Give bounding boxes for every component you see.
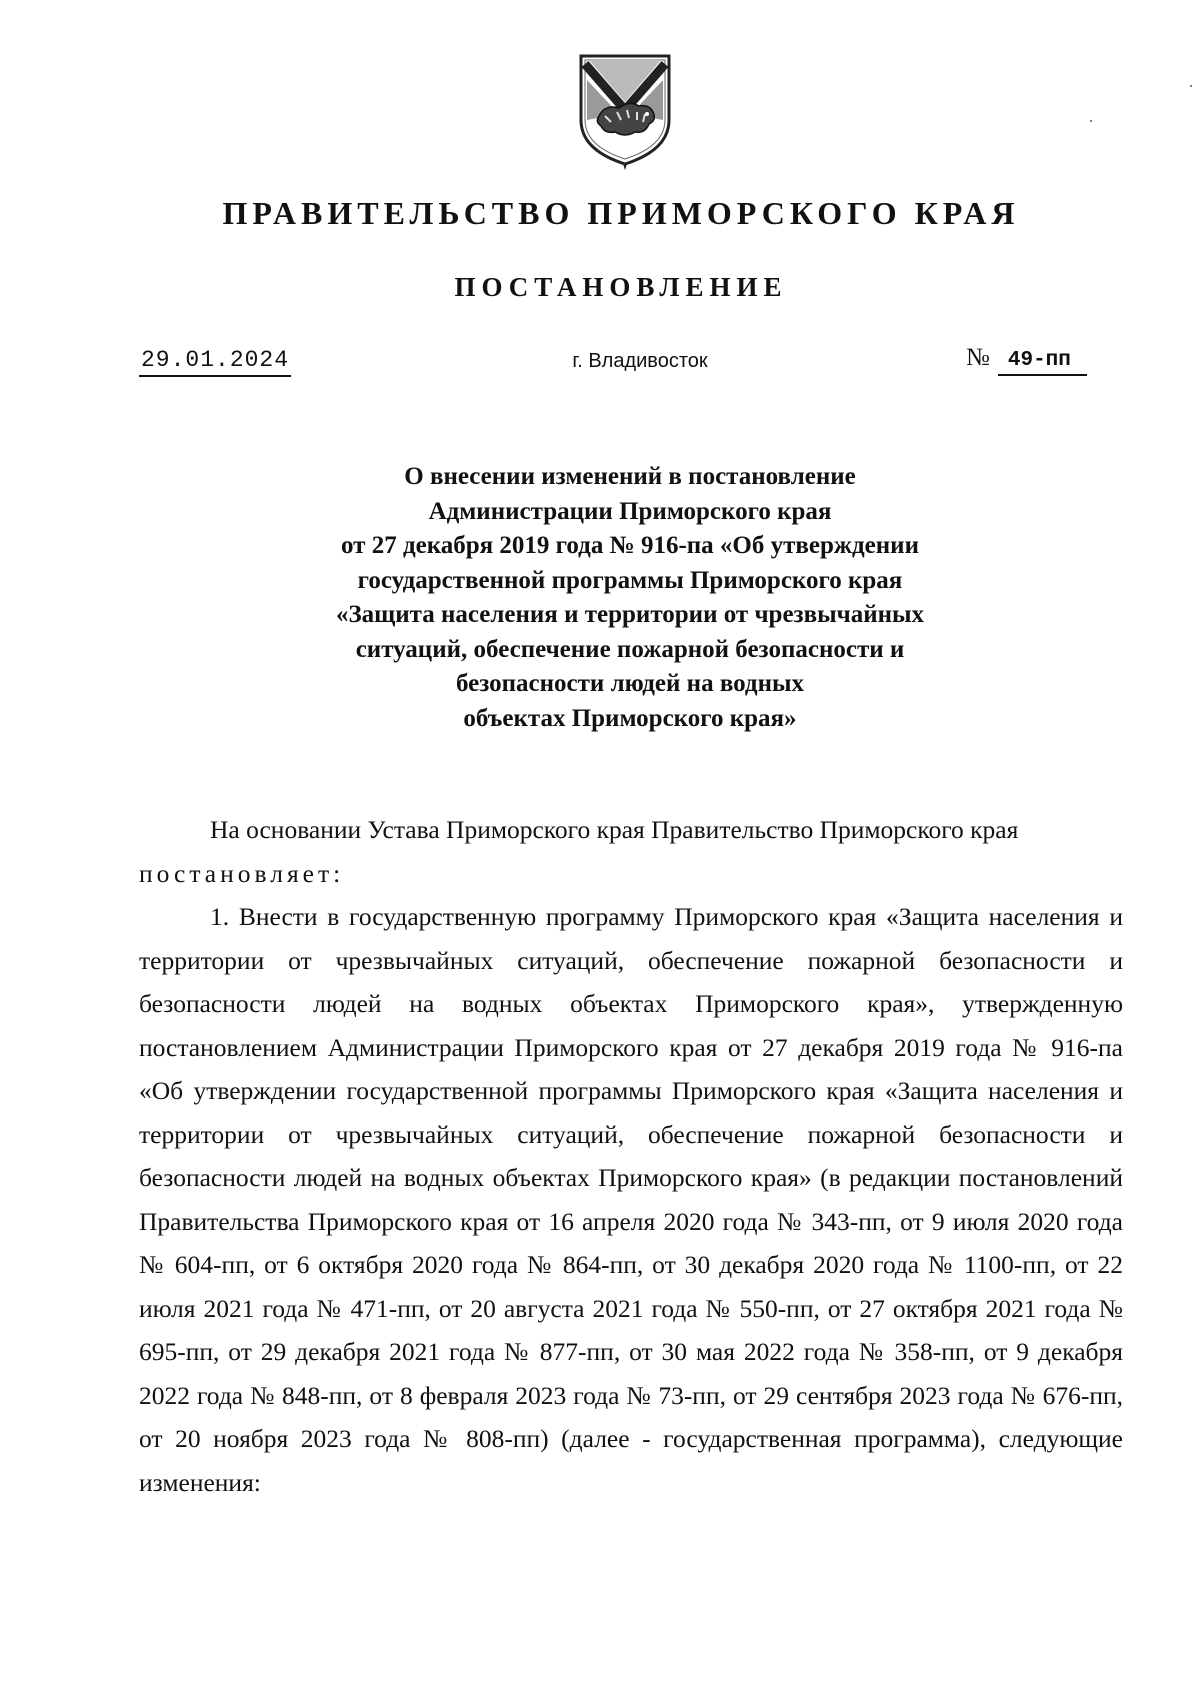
document-heading [200, 460, 1060, 736]
number-sign: № [966, 344, 990, 371]
body-resolves: постановляет: [139, 858, 345, 888]
scan-speck [1090, 120, 1092, 122]
document-type: ПОСТАНОВЛЕНИЕ [454, 272, 788, 302]
heading-line: «Защита населения и территории от чрезвычайных [335, 601, 925, 628]
document-number [966, 344, 1087, 376]
document-date: 29.01.2024 [139, 347, 291, 377]
heading-line: безопасности людей на водных [455, 670, 805, 697]
heading-line: ситуаций, обеспечение пожарной безопасности и [355, 635, 905, 663]
number-value: 49-пп [998, 349, 1087, 376]
heading-line: государственной программы Приморского края [357, 566, 903, 594]
body-intro: На основании Устава Приморского края Правительство Приморского края [210, 815, 1019, 844]
government-title: ПРАВИТЕЛЬСТВО ПРИМОРСКОГО КРАЯ [222, 195, 1020, 231]
body-item-1: 1. Внести в государственную программу Приморского края «Защита населения и территории от чрезвычайных ситуаций, обеспечение пожарной безопасности и безопасности людей на водных объектах Приморского края», утвержденную постановлением Администрации Приморского края от 27 декабря 2019 года № 916-па «Об утверждении государственной программы Приморского края «Защита населения и территории от чрезвычайных ситуаций, обеспечение пожарной безопасности и безопасности людей на водных объектах Приморского края» (в редакции постановлений Правительства Приморского края от 16 апреля 2020 года № 343-пп, от 9 июля 2020 года № 604-пп, от 6 октября 2020 года № 864-пп, от 30 декабря 2020 года № 1100-пп, от 22 июля 2021 года № 471-пп, от 20 августа 2021 года № 550-пп, от 27 октября 2021 года № 695-пп, от 29 декабря 2021 года № 877-пп, от 30 мая 2022 года № 358-пп, от 9 декабря 2022 года № 848-пп, от 8 февраля 2023 года № 73-пп, от 29 сентября 2023 года № 676-пп, от 20 ноября 2023 года № 808-пп) (далее - государственная программа), следующие изменения: [139, 902, 1123, 1497]
coat-of-arms-tiger-icon [575, 50, 675, 170]
scan-speck [1190, 85, 1192, 87]
document-city: г. Владивосток [572, 350, 708, 372]
document-body [139, 808, 1123, 1504]
heading-line: Администрации Приморского края [428, 497, 832, 525]
heading-line: от 27 декабря 2019 года № 916-па «Об утверждении [341, 532, 919, 559]
heading-line: О внесении изменений в постановление [404, 463, 856, 490]
heading-line: объектах Приморского края» [463, 704, 797, 732]
